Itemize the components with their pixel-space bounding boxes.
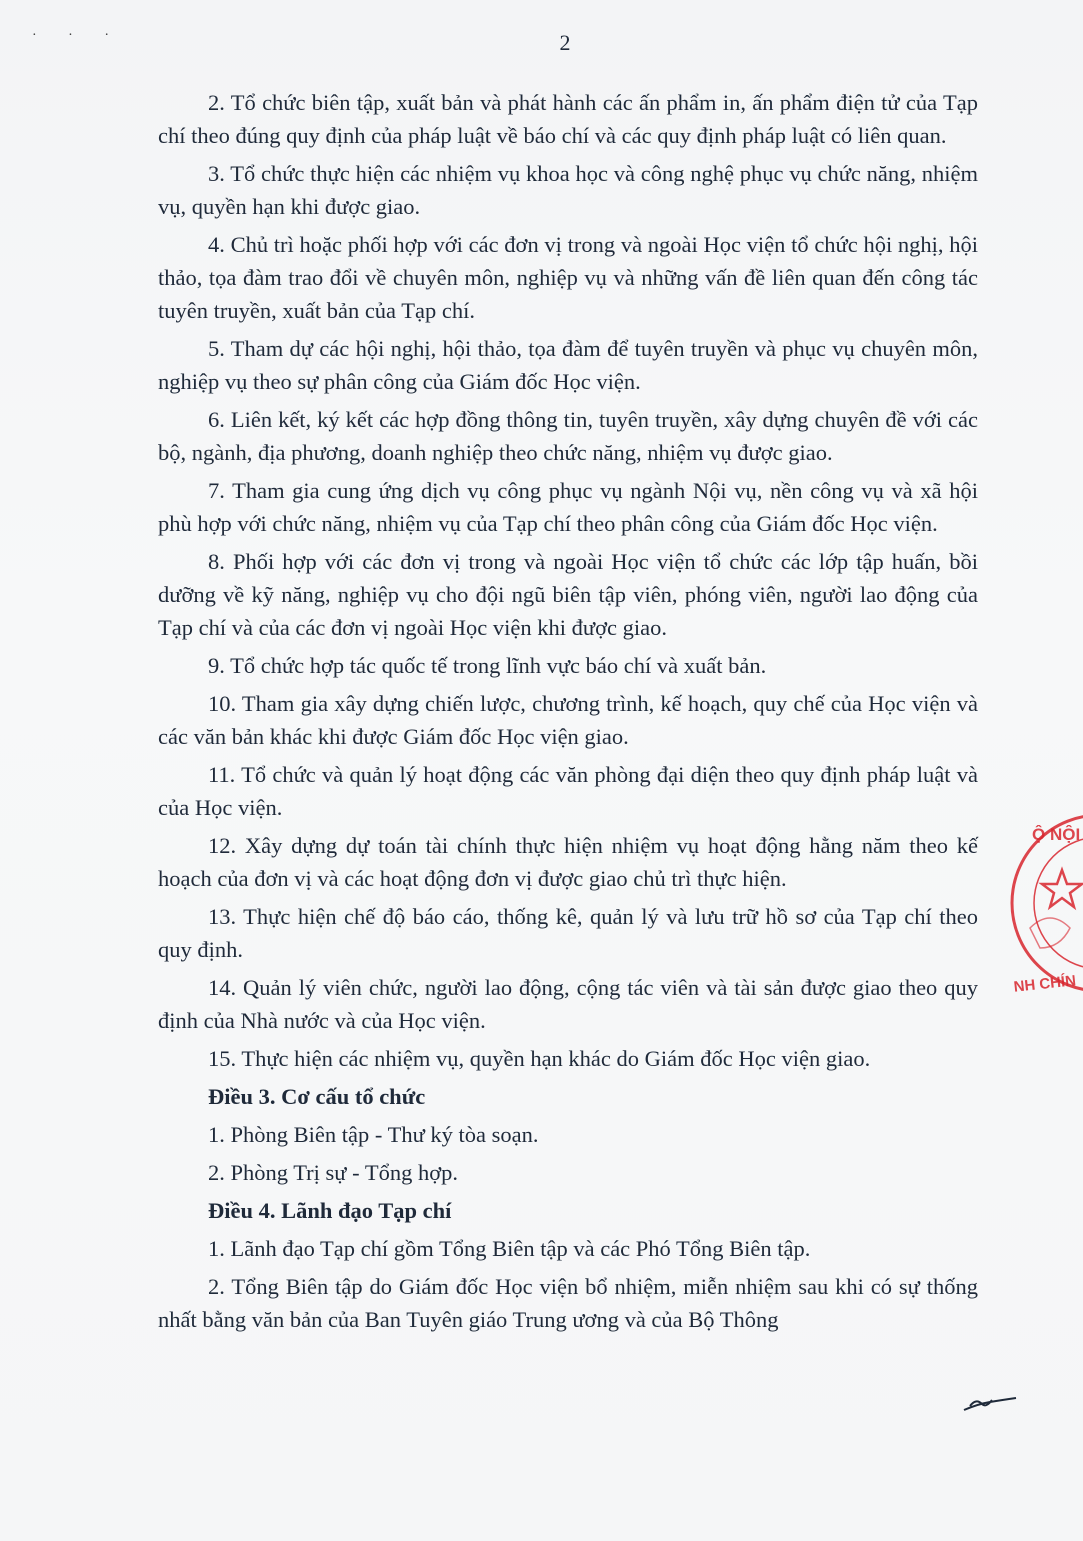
paragraph: 7. Tham gia cung ứng dịch vụ công phục vụ ngành Nội vụ, nền công vụ và xã hội phù hợp với chức năng, nhiệm vụ của Tạp chí theo phân công của Giám đốc Học viện. bbox=[158, 478, 978, 536]
article-4-item: 2. Tổng Biên tập do Giám đốc Học viện bổ nhiệm, miễn nhiệm sau khi có sự thống nhất bằng văn bản của Ban Tuyên giáo Trung ương và của Bộ Thông bbox=[158, 1274, 978, 1332]
page-number: 2 bbox=[559, 30, 571, 55]
paragraph: 13. Thực hiện chế độ báo cáo, thống kê, quản lý và lưu trữ hồ sơ của Tạp chí theo quy định. bbox=[158, 904, 978, 962]
paragraph: 3. Tổ chức thực hiện các nhiệm vụ khoa học và công nghệ phục vụ chức năng, nhiệm vụ, quyền hạn khi được giao. bbox=[158, 161, 978, 219]
paragraph: 9. Tổ chức hợp tác quốc tế trong lĩnh vực báo chí và xuất bản. bbox=[208, 653, 767, 678]
article-4-heading: Điều 4. Lãnh đạo Tạp chí bbox=[208, 1198, 452, 1223]
official-seal-icon bbox=[1010, 808, 1083, 1008]
initials-signature-icon bbox=[960, 1390, 1020, 1416]
seal-text-bottom: NH CHÍN bbox=[1012, 972, 1077, 996]
paragraph: 14. Quản lý viên chức, người lao động, cộng tác viên và tài sản được giao theo quy định của Nhà nước và của Học viện. bbox=[158, 975, 978, 1033]
paragraph: 12. Xây dựng dự toán tài chính thực hiện nhiệm vụ hoạt động hằng năm theo kế hoạch của đơn vị và các hoạt động đơn vị được giao chủ trì thực hiện. bbox=[158, 833, 978, 891]
article-3-item: 2. Phòng Trị sự - Tổng hợp. bbox=[208, 1160, 458, 1185]
article-3-item: 1. Phòng Biên tập - Thư ký tòa soạn. bbox=[208, 1122, 539, 1147]
paragraph: 4. Chủ trì hoặc phối hợp với các đơn vị trong và ngoài Học viện tổ chức hội nghị, hội thảo, tọa đàm trao đổi về chuyên môn, nghiệp vụ và những vấn đề liên quan đến công tác tuyên truyền, xuất bản của Tạp chí. bbox=[158, 232, 978, 323]
article-4-item: 1. Lãnh đạo Tạp chí gồm Tổng Biên tập và các Phó Tổng Biên tập. bbox=[208, 1236, 811, 1261]
seal-text-top: Ộ NỘI bbox=[1032, 825, 1081, 844]
paragraph: 15. Thực hiện các nhiệm vụ, quyền hạn khác do Giám đốc Học viện giao. bbox=[208, 1046, 871, 1071]
paragraph: 5. Tham dự các hội nghị, hội thảo, tọa đàm để tuyên truyền và phục vụ chuyên môn, nghiệp vụ theo sự phân công của Giám đốc Học viện. bbox=[158, 336, 978, 394]
scan-specks: · · · bbox=[32, 28, 123, 43]
paragraph: 8. Phối hợp với các đơn vị trong và ngoài Học viện tổ chức các lớp tập huấn, bồi dưỡng về kỹ năng, nghiệp vụ cho đội ngũ biên tập viên, phóng viên, người lao động của Tạp chí và của các đơn vị ngoài Học viện khi được giao. bbox=[158, 549, 978, 640]
article-3-heading: Điều 3. Cơ cấu tổ chức bbox=[208, 1084, 426, 1109]
paragraph: 2. Tổ chức biên tập, xuất bản và phát hành các ấn phẩm in, ấn phẩm điện tử của Tạp chí theo đúng quy định của pháp luật về báo chí và các quy định pháp luật có liên quan. bbox=[158, 90, 978, 148]
paragraph: 6. Liên kết, ký kết các hợp đồng thông tin, tuyên truyền, xây dựng chuyên đề với các bộ, ngành, địa phương, doanh nghiệp theo chức năng, nhiệm vụ được giao. bbox=[158, 407, 978, 465]
document-body bbox=[158, 86, 978, 1341]
paragraph: 11. Tổ chức và quản lý hoạt động các văn phòng đại diện theo quy định pháp luật và của Học viện. bbox=[158, 762, 978, 820]
paragraph: 10. Tham gia xây dựng chiến lược, chương trình, kế hoạch, quy chế của Học viện và các văn bản khác khi được Giám đốc Học viện giao. bbox=[158, 691, 978, 749]
